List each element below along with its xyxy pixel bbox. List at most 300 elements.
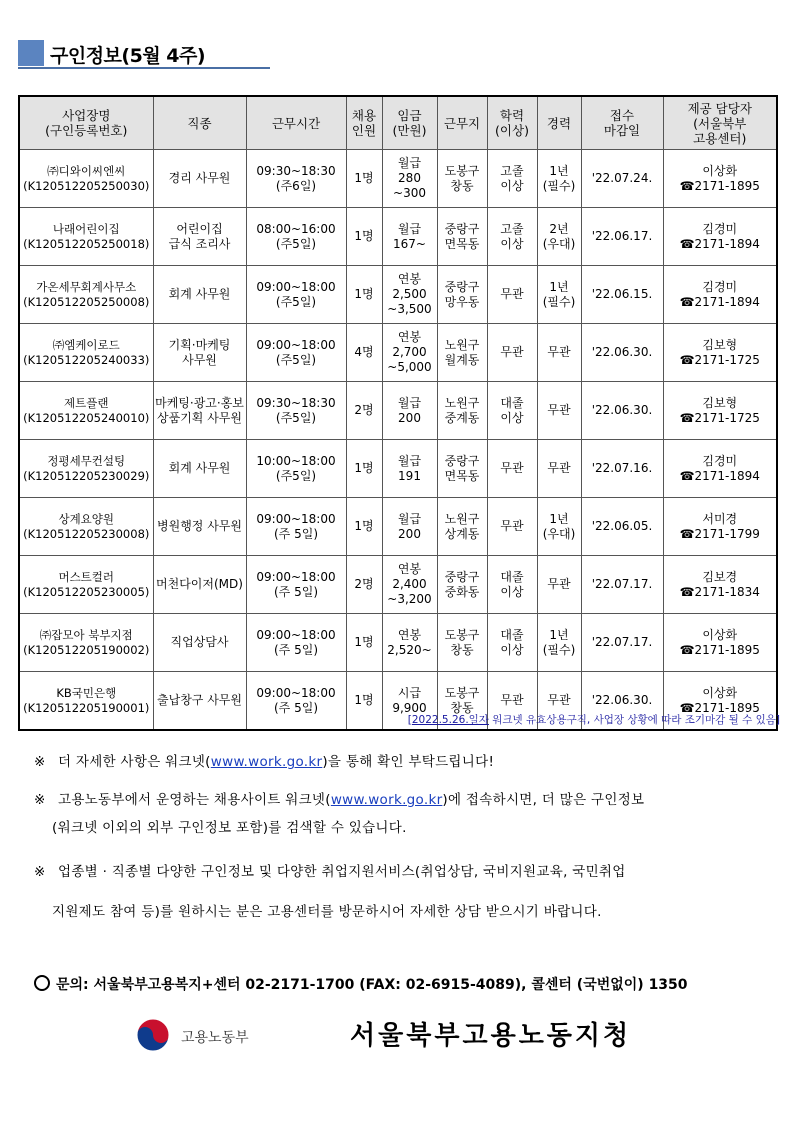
experience-cell-text: 1년 <box>549 279 569 294</box>
education-cell-text: 이상 <box>500 178 524 193</box>
deadline-cell-text: '22.07.24. <box>591 171 653 185</box>
count-cell-text: 1명 <box>354 229 374 243</box>
experience-cell-text: 무관 <box>547 577 571 591</box>
contact-cell-text: 이상화 <box>702 685 738 700</box>
table-row <box>19 208 777 266</box>
wage-cell <box>382 498 437 556</box>
column-header: 학력 (이상) <box>487 96 537 150</box>
location-cell-text: 중계동 <box>444 410 480 425</box>
page-header <box>18 40 270 68</box>
hours-cell-text: (주5일) <box>275 236 317 251</box>
location-cell-text: 면목동 <box>444 468 480 483</box>
hours-cell <box>246 614 346 672</box>
education-cell <box>487 498 537 556</box>
education-cell <box>487 208 537 266</box>
company-cell <box>19 266 153 324</box>
hours-cell <box>246 556 346 614</box>
hours-cell-text: 09:00~18:00 <box>256 627 336 642</box>
deadline-cell <box>581 382 663 440</box>
job-cell <box>153 382 246 440</box>
education-cell-text: 무관 <box>500 693 524 707</box>
taeguk-emblem-icon <box>135 1017 171 1053</box>
education-cell <box>487 324 537 382</box>
company-cell <box>19 556 153 614</box>
experience-cell-text: (우대) <box>542 526 576 541</box>
location-cell-text: 상계동 <box>444 526 480 541</box>
education-cell-text: 이상 <box>500 642 524 657</box>
contact-text: 문의: 서울북부고용복지+센터 02-2171-1700 (FAX: 02-6915-4089), 콜센터 (국번없이) 1350 <box>56 977 688 993</box>
table-row <box>19 150 777 208</box>
company-cell-text: 상계요양원 <box>58 511 115 526</box>
hours-cell-text: 08:00~16:00 <box>256 221 336 236</box>
education-cell-text: 고졸 <box>500 221 524 236</box>
wage-cell-text: 2,500 <box>392 287 427 301</box>
contact-cell-text: 서미경 <box>702 511 738 526</box>
column-header: 근무지 <box>437 96 487 150</box>
education-cell-text: 무관 <box>500 461 524 475</box>
column-header: 접수 마감일 <box>581 96 663 150</box>
table-row <box>19 266 777 324</box>
contact-cell <box>663 208 777 266</box>
job-cell <box>153 440 246 498</box>
job-cell-text: 출납창구 사무원 <box>157 693 242 707</box>
company-cell-text: 나래어린이집 <box>52 221 120 236</box>
location-cell-text: 도봉구 <box>444 627 480 642</box>
wage-cell-text: 월급 <box>397 453 422 468</box>
contact-info <box>34 974 688 994</box>
experience-cell-text: (필수) <box>542 642 576 657</box>
company-cell-text: (K120512205250008) <box>23 294 150 309</box>
company-cell-text: ㈜잡모아 북부지점 <box>39 627 133 642</box>
info-text: 업종별 · 직종별 다양한 구인정보 및 다양한 취업지원서비스(취업상담, 국비지원교육, 국민취업 <box>58 864 626 880</box>
company-cell <box>19 324 153 382</box>
deadline-cell <box>581 266 663 324</box>
company-cell-text: (K120512205190001) <box>23 700 150 715</box>
contact-cell-text: 김보경 <box>702 569 738 584</box>
table-footnote: [2022.5.26.일자 워크넷 유효상용구직, 사업장 상황에 따라 조기마감 될 수 있음] <box>407 714 780 726</box>
hours-cell <box>246 440 346 498</box>
contact-cell <box>663 150 777 208</box>
location-cell <box>437 614 487 672</box>
contact-cell-text: ☎2171-1895 <box>679 700 760 715</box>
reference-mark: ※ <box>34 792 46 808</box>
experience-cell-text: 1년 <box>549 511 569 526</box>
wage-cell-text: ~3,200 <box>387 592 432 606</box>
location-cell-text: 창동 <box>450 700 474 715</box>
count-cell <box>346 150 382 208</box>
education-cell-text: 이상 <box>500 236 524 251</box>
wage-cell <box>382 266 437 324</box>
education-cell-text: 이상 <box>500 584 524 599</box>
wage-cell-text: 200 <box>398 410 421 425</box>
job-cell-text: 회계 사무원 <box>168 461 231 475</box>
contact-cell <box>663 498 777 556</box>
job-cell <box>153 614 246 672</box>
wage-cell-text: 9,900 <box>392 700 427 715</box>
hours-cell-text: 09:00~18:00 <box>256 685 336 700</box>
education-cell-text: 대졸 <box>500 395 524 410</box>
location-cell-text: 창동 <box>450 642 474 657</box>
experience-cell-text: (우대) <box>542 236 576 251</box>
experience-cell-text: 무관 <box>547 345 571 359</box>
education-cell <box>487 614 537 672</box>
count-cell <box>346 556 382 614</box>
table-row <box>19 382 777 440</box>
contact-cell-text: 김보형 <box>702 337 738 352</box>
experience-cell-text: 1년 <box>549 627 569 642</box>
wage-cell-text: 월급 <box>397 395 422 410</box>
wage-cell-text: 167~ <box>393 236 426 251</box>
job-cell-text: 직업상담사 <box>170 635 229 649</box>
education-cell <box>487 150 537 208</box>
hours-cell-text: (주5일) <box>275 294 317 309</box>
job-listings-table <box>18 95 778 731</box>
wage-cell <box>382 324 437 382</box>
hours-cell <box>246 266 346 324</box>
hours-cell-text: (주5일) <box>275 468 317 483</box>
column-header: 사업장명 (구인등록번호) <box>19 96 153 150</box>
wage-cell-text: 연봉 <box>397 627 422 642</box>
deadline-cell <box>581 324 663 382</box>
location-cell <box>437 498 487 556</box>
contact-cell-text: ☎2171-1799 <box>679 526 760 541</box>
job-cell <box>153 266 246 324</box>
circle-bullet-icon <box>34 975 50 991</box>
job-cell-text: 회계 사무원 <box>168 287 231 301</box>
hours-cell <box>246 498 346 556</box>
count-cell-text: 1명 <box>354 519 374 533</box>
location-cell-text: 도봉구 <box>444 685 480 700</box>
experience-cell-text: 무관 <box>547 461 571 475</box>
count-cell-text: 1명 <box>354 461 374 475</box>
location-cell-text: 중랑구 <box>444 453 480 468</box>
job-cell-text: 머천다이저(MD) <box>156 577 243 591</box>
location-cell-text: 망우동 <box>444 294 480 309</box>
table-row <box>19 324 777 382</box>
column-header: 임금 (만원) <box>382 96 437 150</box>
education-cell-text: 무관 <box>500 345 524 359</box>
info-text: 지원제도 참여 등)를 원하시는 분은 고용센터를 방문하시어 자세한 상담 받으시기 바랍니다. <box>52 904 602 920</box>
job-cell <box>153 672 246 731</box>
company-cell <box>19 672 153 731</box>
count-cell <box>346 266 382 324</box>
wage-cell-text: 280 <box>398 171 421 185</box>
hours-cell-text: (주 5일) <box>274 642 318 657</box>
count-cell-text: 2명 <box>354 403 374 417</box>
experience-cell-text: 2년 <box>549 221 569 236</box>
job-cell-text: 병원행정 사무원 <box>157 519 242 533</box>
page-title: 구인정보(5월 4주) <box>50 45 206 67</box>
company-cell <box>19 382 153 440</box>
job-cell-text: 기획·마케팅 <box>168 337 231 352</box>
count-cell <box>346 324 382 382</box>
contact-cell-text: 이상화 <box>702 163 738 178</box>
reference-mark: ※ <box>34 754 46 770</box>
job-cell <box>153 498 246 556</box>
hours-cell-text: 09:30~18:30 <box>256 163 336 178</box>
job-cell <box>153 150 246 208</box>
experience-cell <box>537 556 581 614</box>
company-cell-text: 제트플랜 <box>64 395 109 410</box>
wage-cell-text: 월급 <box>397 511 422 526</box>
experience-cell <box>537 498 581 556</box>
company-cell-text: ㈜디와이씨엔씨 <box>47 163 126 178</box>
education-cell-text: 무관 <box>500 287 524 301</box>
footnote-text: 워크넷 유효상용구직, 사업장 상황에 따라 조기마감 될 수 있음 <box>488 714 776 726</box>
job-cell <box>153 324 246 382</box>
education-cell <box>487 556 537 614</box>
company-cell <box>19 498 153 556</box>
location-cell <box>437 150 487 208</box>
company-cell <box>19 150 153 208</box>
ministry-logo <box>135 1017 285 1057</box>
wage-cell-text: ~300 <box>393 186 426 200</box>
education-cell-text: 고졸 <box>500 163 524 178</box>
company-cell-text: (K120512205240033) <box>23 352 150 367</box>
location-cell-text: 월계동 <box>444 352 480 367</box>
deadline-cell-text: '22.06.15. <box>591 287 653 301</box>
deadline-cell-text: '22.07.17. <box>591 635 653 649</box>
count-cell-text: 1명 <box>354 693 374 707</box>
company-cell-text: (K120512205240010) <box>23 410 150 425</box>
hours-cell-text: 09:00~18:00 <box>256 511 336 526</box>
table-row <box>19 440 777 498</box>
count-cell-text: 4명 <box>354 345 374 359</box>
location-cell-text: 노원구 <box>444 337 480 352</box>
wage-cell <box>382 382 437 440</box>
count-cell <box>346 498 382 556</box>
contact-cell-text: ☎2171-1894 <box>679 294 760 309</box>
contact-cell <box>663 324 777 382</box>
job-cell-text: 상품기획 사무원 <box>157 410 242 425</box>
experience-cell <box>537 324 581 382</box>
count-cell <box>346 382 382 440</box>
info-paragraph-1 <box>34 748 494 776</box>
company-cell-text: KB국민은행 <box>56 685 117 700</box>
wage-cell-text: 월급 <box>397 221 422 236</box>
location-cell <box>437 324 487 382</box>
contact-cell-text: ☎2171-1834 <box>679 584 760 599</box>
experience-cell <box>537 150 581 208</box>
table-row <box>19 498 777 556</box>
hours-cell <box>246 324 346 382</box>
deadline-cell-text: '22.06.30. <box>591 403 653 417</box>
hours-cell-text: 09:00~18:00 <box>256 279 336 294</box>
experience-cell-text: (필수) <box>542 294 576 309</box>
table-header-row <box>19 96 777 150</box>
hours-cell <box>246 382 346 440</box>
wage-cell-text: 월급 <box>397 156 422 170</box>
contact-cell <box>663 556 777 614</box>
contact-cell <box>663 266 777 324</box>
contact-cell <box>663 614 777 672</box>
hours-cell-text: (주 5일) <box>274 584 318 599</box>
wage-cell-text: 연봉 <box>397 330 422 344</box>
job-cell <box>153 208 246 266</box>
wage-cell-text: ~3,500 <box>387 302 432 316</box>
wage-cell-text: ~5,000 <box>387 360 432 374</box>
deadline-cell <box>581 614 663 672</box>
column-header: 채용 인원 <box>346 96 382 150</box>
job-cell <box>153 556 246 614</box>
location-cell-text: 중랑구 <box>444 569 480 584</box>
experience-cell-text: (필수) <box>542 178 576 193</box>
wage-cell-text: 2,520~ <box>387 642 432 657</box>
deadline-cell <box>581 556 663 614</box>
wage-cell-text: 2,400 <box>392 577 427 591</box>
table-row <box>19 556 777 614</box>
education-cell-text: 이상 <box>500 410 524 425</box>
deadline-cell-text: '22.06.17. <box>591 229 653 243</box>
company-cell-text: 가온세무회계사무소 <box>36 279 137 294</box>
wage-cell <box>382 614 437 672</box>
deadline-cell <box>581 208 663 266</box>
count-cell <box>346 208 382 266</box>
count-cell <box>346 614 382 672</box>
column-header: 근무시간 <box>246 96 346 150</box>
location-cell-text: 도봉구 <box>444 163 480 178</box>
wage-cell <box>382 440 437 498</box>
job-cell-text: 사무원 <box>182 352 217 367</box>
company-cell-text: 머스트컬러 <box>58 569 115 584</box>
deadline-cell <box>581 440 663 498</box>
company-cell-text: (K120512205230029) <box>23 468 150 483</box>
info-text: )에 접속하시면, 더 많은 구인정보 <box>442 792 645 808</box>
contact-cell-text: 김보형 <box>702 395 738 410</box>
experience-cell <box>537 614 581 672</box>
job-cell-text: 마케팅·광고·홍보 <box>155 395 244 410</box>
hours-cell-text: 09:00~18:00 <box>256 337 336 352</box>
hours-cell-text: (주6일) <box>275 178 317 193</box>
location-cell-text: 창동 <box>450 178 474 193</box>
info-paragraph-2 <box>34 786 644 842</box>
location-cell-text: 면목동 <box>444 236 480 251</box>
count-cell-text: 1명 <box>354 287 374 301</box>
education-cell-text: 대졸 <box>500 569 524 584</box>
education-cell <box>487 382 537 440</box>
worknet-link[interactable]: www.work.go.kr <box>330 792 443 808</box>
experience-cell <box>537 382 581 440</box>
deadline-cell-text: '22.07.17. <box>591 577 653 591</box>
contact-cell-text: 김경미 <box>702 221 738 236</box>
wage-cell-text: 시급 <box>397 685 422 700</box>
location-cell-text: 노원구 <box>444 395 480 410</box>
company-cell <box>19 440 153 498</box>
company-cell-text: (K120512205250018) <box>23 236 150 251</box>
wage-cell <box>382 556 437 614</box>
location-cell-text: 중랑구 <box>444 279 480 294</box>
ministry-name: 고용노동부 <box>181 1030 249 1046</box>
hours-cell-text: (주5일) <box>275 352 317 367</box>
hours-cell-text: (주 5일) <box>274 700 318 715</box>
contact-cell-text: 이상화 <box>702 627 738 642</box>
company-cell-text: (K120512205250030) <box>23 178 150 193</box>
wage-cell-text: 2,700 <box>392 345 427 359</box>
deadline-cell-text: '22.06.30. <box>591 345 653 359</box>
hours-cell-text: 09:30~18:30 <box>256 395 336 410</box>
footnote-date: 2022.5.26.일자 <box>411 714 489 726</box>
company-cell-text: 정평세무컨설팅 <box>47 453 126 468</box>
table-row <box>19 614 777 672</box>
wage-cell <box>382 150 437 208</box>
location-cell <box>437 556 487 614</box>
experience-cell-text: 무관 <box>547 403 571 417</box>
company-cell-text: (K120512205230005) <box>23 584 150 599</box>
contact-cell <box>663 382 777 440</box>
job-cell-text: 어린이집 <box>176 221 223 236</box>
location-cell <box>437 266 487 324</box>
contact-cell-text: ☎2171-1725 <box>679 410 760 425</box>
deadline-cell <box>581 498 663 556</box>
location-cell-text: 중랑구 <box>444 221 480 236</box>
wage-cell-text: 200 <box>398 526 421 541</box>
job-cell-text: 경리 사무원 <box>168 171 231 185</box>
info-paragraph-3 <box>34 852 626 932</box>
count-cell-text: 2명 <box>354 577 374 591</box>
reference-mark: ※ <box>34 864 46 880</box>
wage-cell-text: 연봉 <box>397 272 422 286</box>
hours-cell <box>246 672 346 731</box>
company-cell-text: (K120512205230008) <box>23 526 150 541</box>
deadline-cell-text: '22.07.16. <box>591 461 653 475</box>
contact-cell-text: 김경미 <box>702 279 738 294</box>
hours-cell <box>246 150 346 208</box>
education-cell <box>487 266 537 324</box>
contact-cell-text: ☎2171-1895 <box>679 642 760 657</box>
hours-cell <box>246 208 346 266</box>
contact-cell-text: ☎2171-1725 <box>679 352 760 367</box>
location-cell <box>437 382 487 440</box>
contact-cell-text: ☎2171-1894 <box>679 468 760 483</box>
contact-cell-text: 김경미 <box>702 453 738 468</box>
wage-cell <box>382 208 437 266</box>
education-cell-text: 무관 <box>500 519 524 533</box>
count-cell-text: 1명 <box>354 171 374 185</box>
company-cell <box>19 208 153 266</box>
education-cell-text: 대졸 <box>500 627 524 642</box>
location-cell <box>437 440 487 498</box>
hours-cell-text: (주5일) <box>275 410 317 425</box>
column-header: 제공 담당자 (서울북부 고용센터) <box>663 96 777 150</box>
deadline-cell-text: '22.06.30. <box>591 693 653 707</box>
company-cell <box>19 614 153 672</box>
contact-cell-text: ☎2171-1895 <box>679 178 760 193</box>
office-name: 서울북부고용노동지청 <box>350 1021 632 1051</box>
company-cell-text: (K120512205190002) <box>23 642 150 657</box>
column-header: 직종 <box>153 96 246 150</box>
company-cell-text: ㈜엠케이로드 <box>52 337 120 352</box>
worknet-link[interactable]: www.work.go.kr <box>210 754 323 770</box>
deadline-cell-text: '22.06.05. <box>591 519 653 533</box>
header-marker <box>18 40 44 66</box>
info-text: 고용노동부에서 운영하는 채용사이트 워크넷( <box>58 792 331 808</box>
deadline-cell <box>581 150 663 208</box>
experience-cell-text: 무관 <box>547 693 571 707</box>
contact-cell-text: ☎2171-1894 <box>679 236 760 251</box>
hours-cell-text: (주 5일) <box>274 526 318 541</box>
info-text: )을 통해 확인 부탁드립니다! <box>322 754 495 770</box>
wage-cell-text: 191 <box>398 468 421 483</box>
job-cell-text: 급식 조리사 <box>168 236 231 251</box>
location-cell-text: 중화동 <box>444 584 480 599</box>
hours-cell-text: 09:00~18:00 <box>256 569 336 584</box>
location-cell <box>437 208 487 266</box>
header-underline <box>18 67 270 69</box>
contact-cell <box>663 440 777 498</box>
column-header: 경력 <box>537 96 581 150</box>
experience-cell <box>537 266 581 324</box>
location-cell-text: 노원구 <box>444 511 480 526</box>
